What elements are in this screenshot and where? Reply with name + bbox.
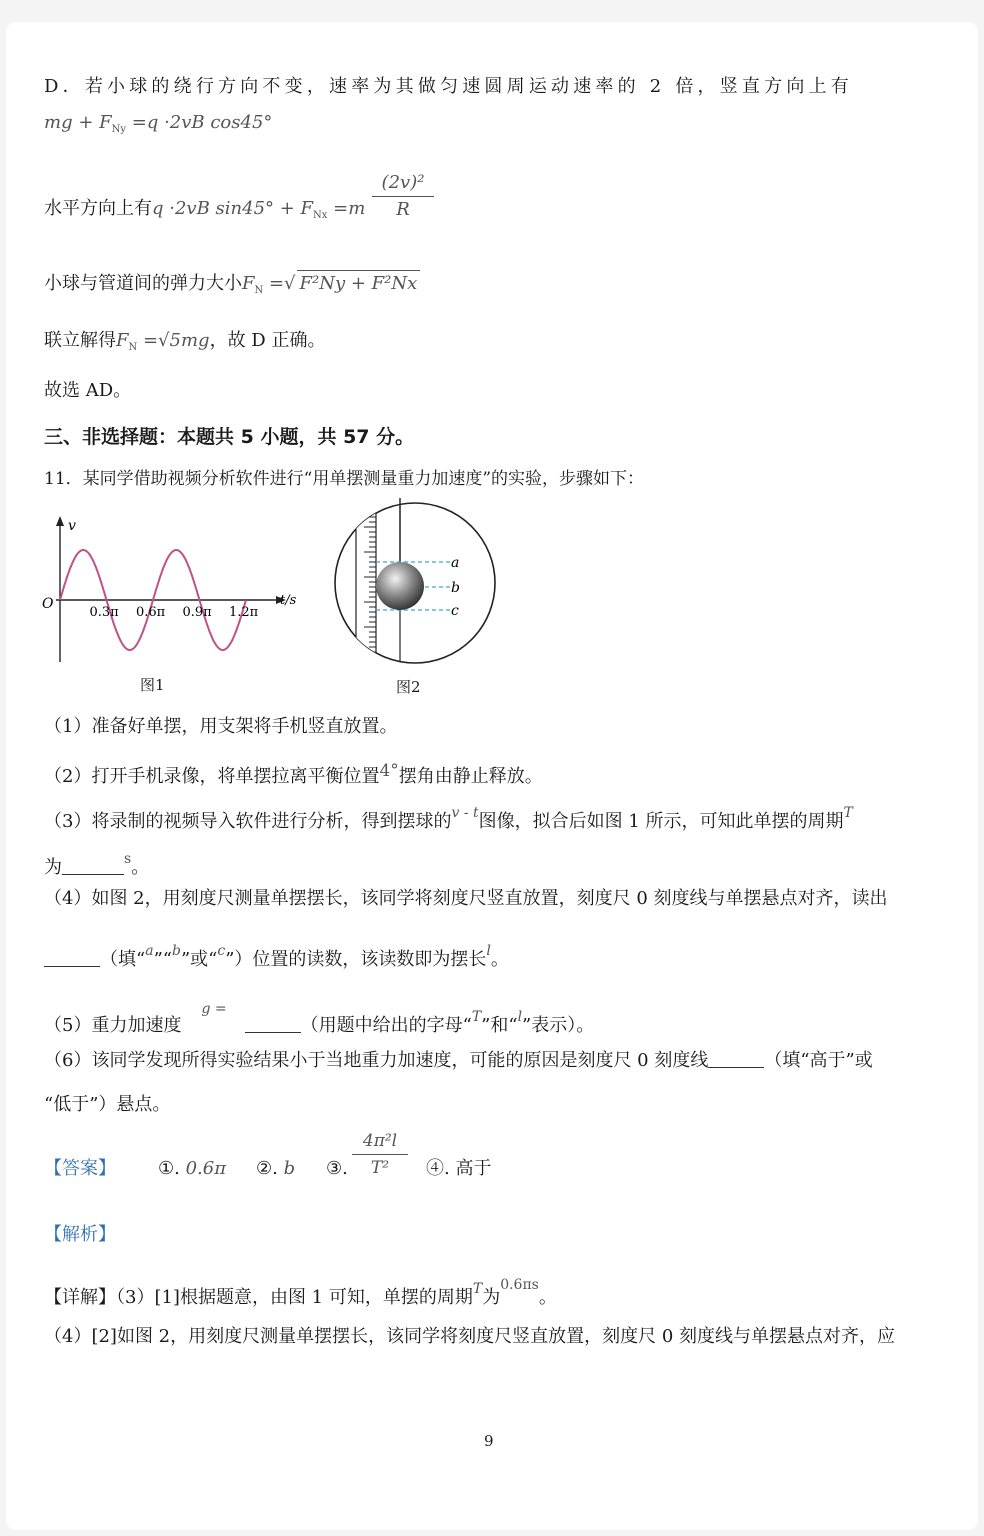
origin-label: O <box>42 596 54 612</box>
option-d-text: D．若小球的绕行方向不变，速率为其做匀速圆周运动速率的 2 倍，竖直方向上有 <box>44 76 853 97</box>
step-2: （2）打开手机录像，将单摆拉离平衡位置4°摆角由静止释放。 <box>44 761 543 787</box>
question-11-stem: 11．某同学借助视频分析软件进行“用单摆测量重力加速度”的实验，步骤如下： <box>44 469 645 489</box>
step-6-cont: “低于”）悬点。 <box>44 1094 171 1115</box>
figure-1-vt-graph <box>36 512 306 672</box>
blank-position[interactable] <box>44 948 100 967</box>
solve-line: 联立解得$F_N =√5mg$，故 D 正确。 <box>44 330 326 353</box>
x-tick-label: 0.3π <box>89 605 119 620</box>
page-number: 9 <box>484 1432 494 1450</box>
answer-3-fraction: 4π²l T² <box>352 1128 408 1181</box>
equation-vertical: mg + $F_{Ny} =q \cdot 2vB$ cos45° <box>44 112 273 135</box>
horizontal-line: 水平方向上有q ·2vB $\sin 45^\circ + F_{Nx} =m$ <box>44 198 366 221</box>
blank-height[interactable] <box>708 1049 764 1068</box>
detail-4: （4）[2]如图 2，用刻度尺测量单摆摆长，该同学将刻度尺竖直放置，刻度尺 0 刻度线与单摆悬点对齐，应 <box>44 1326 896 1347</box>
step-5: （5）重力加速度$^{g =}$（用题中给出的字母“$^T$”和“$^l$”表示）。 <box>44 1001 595 1036</box>
answer-3-mark: ③. <box>326 1158 348 1179</box>
step-6: （6）该同学发现所得实验结果小于当地重力加速度，可能的原因是刻度尺 0 刻度线 （填“高于”或 <box>44 1050 873 1071</box>
answer-2: ②. b <box>256 1158 296 1179</box>
section-heading: 三、非选择题：本题共 5 小题，共 57 分。 <box>44 426 415 448</box>
step-1: （1）准备好单摆，用支架将手机竖直放置。 <box>44 716 398 737</box>
figure-2-caption: 图2 <box>396 678 421 696</box>
y-axis-label: v <box>68 518 76 534</box>
fraction-mv2-over-r: (2v)² R <box>372 170 434 223</box>
answer-4: ④. 高于 <box>426 1158 492 1179</box>
analysis-label: 【解析】 <box>44 1224 116 1245</box>
x-axis-label: t/s <box>280 593 297 608</box>
x-tick-label: 0.6π <box>136 605 166 620</box>
label-b: b <box>451 580 460 596</box>
answer-1: ①. 0.6π <box>158 1158 227 1179</box>
detail-3: 【详解】（3）[1]根据题意，由图 1 可知，单摆的周期$^T$为$^{0.6\pi s}$。 <box>44 1277 557 1308</box>
answer-label: 【答案】 <box>44 1158 116 1179</box>
x-tick-label: 1.2π <box>229 605 259 620</box>
blank-g[interactable] <box>245 1014 301 1033</box>
elastic-force-line: 小球与管道间的弹力大小$F_N$ =√ F²Ny + F²Nx <box>44 270 420 304</box>
step-4-answer: （填“$^a$”“$^b$”或“$^c$”）位置的读数，该读数即为摆长$^l$。 <box>44 938 509 973</box>
choose-line: 故选 AD。 <box>44 380 132 401</box>
figure-1-caption: 图1 <box>140 676 165 694</box>
step-4: （4）如图 2，用刻度尺测量单摆摆长，该同学将刻度尺竖直放置，刻度尺 0 刻度线与单摆悬点对齐，读出 <box>44 888 888 909</box>
blank-period[interactable] <box>62 856 124 875</box>
label-a: a <box>451 555 460 571</box>
label-c: c <box>451 603 459 619</box>
step-3: （3）将录制的视频导入软件进行分析，得到摆球的$^{v - t}$图像，拟合后如图 1 所示，可知此单摆的周期$^T$ <box>44 805 853 832</box>
step-3-answer: 为 $^s$。 <box>44 851 150 878</box>
figure-2-ruler-ball <box>330 498 500 668</box>
x-tick-label: 0.9π <box>182 605 212 620</box>
